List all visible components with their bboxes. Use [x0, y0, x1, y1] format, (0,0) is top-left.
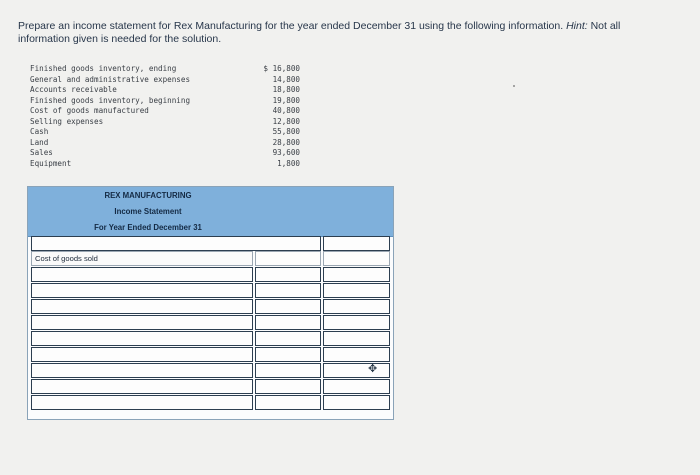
statement-title: Income Statement: [114, 207, 182, 216]
list-item: Selling expenses 12,800: [30, 116, 300, 126]
given-data-list: [30, 64, 300, 169]
stray-dot: [513, 85, 515, 87]
amount-input[interactable]: [255, 315, 321, 330]
amount-input[interactable]: [255, 363, 321, 378]
list-item: Land 28,800: [30, 137, 300, 147]
list-item: Cost of goods manufactured 40,800: [30, 106, 300, 115]
statement-period: For Year Ended December 31: [94, 223, 202, 232]
total-input[interactable]: [323, 331, 390, 346]
line-item-input[interactable]: [31, 299, 253, 314]
hint-label: Hint:: [566, 20, 588, 32]
list-item: Finished goods inventory, ending $ 16,800: [30, 64, 300, 73]
list-item: Equipment 1,800: [30, 158, 300, 168]
line-item-input[interactable]: [31, 379, 253, 394]
cell-label: Cost of goods sold: [35, 254, 98, 263]
list-item: Sales 93,600: [30, 148, 300, 157]
amount-input[interactable]: [255, 267, 321, 282]
hint-text: Not all information given is needed for the solution.: [18, 20, 621, 45]
prompt-text: Prepare an income statement for Rex Manufacturing for the year ended December 31 using the following information.: [18, 20, 564, 32]
total-input[interactable]: [323, 267, 390, 282]
total-input[interactable]: [323, 315, 390, 330]
line-item-input[interactable]: [31, 267, 253, 282]
amount-input[interactable]: [255, 283, 321, 298]
answer-cell[interactable]: [31, 236, 321, 251]
amount-input[interactable]: [255, 251, 321, 266]
cost-of-goods-sold-label[interactable]: [31, 251, 253, 266]
line-item-input[interactable]: [31, 363, 253, 378]
amount-input[interactable]: [255, 299, 321, 314]
move-cursor-icon: ✥: [368, 363, 378, 375]
list-item: Finished goods inventory, beginning 19,800: [30, 95, 300, 105]
income-statement-worksheet: [27, 186, 394, 420]
line-item-input[interactable]: [31, 315, 253, 330]
line-item-input[interactable]: [31, 347, 253, 362]
list-item: Accounts receivable 18,800: [30, 85, 300, 94]
total-input[interactable]: [323, 363, 390, 378]
total-input[interactable]: [323, 347, 390, 362]
answer-cell[interactable]: [323, 236, 390, 251]
total-input[interactable]: [323, 283, 390, 298]
question-prompt: [18, 20, 668, 46]
amount-input[interactable]: [255, 347, 321, 362]
amount-input[interactable]: [255, 395, 321, 410]
total-input[interactable]: [323, 379, 390, 394]
total-input[interactable]: [323, 299, 390, 314]
total-input[interactable]: [323, 251, 390, 266]
company-name: REX MANUFACTURING: [104, 191, 192, 200]
list-item: General and administrative expenses 14,800: [30, 74, 300, 84]
line-item-input[interactable]: [31, 331, 253, 346]
amount-input[interactable]: [255, 331, 321, 346]
amount-input[interactable]: [255, 379, 321, 394]
line-item-input[interactable]: [31, 283, 253, 298]
line-item-input[interactable]: [31, 395, 253, 410]
list-item: Cash 55,800: [30, 127, 300, 136]
statement-header: [28, 187, 393, 237]
total-input[interactable]: [323, 395, 390, 410]
